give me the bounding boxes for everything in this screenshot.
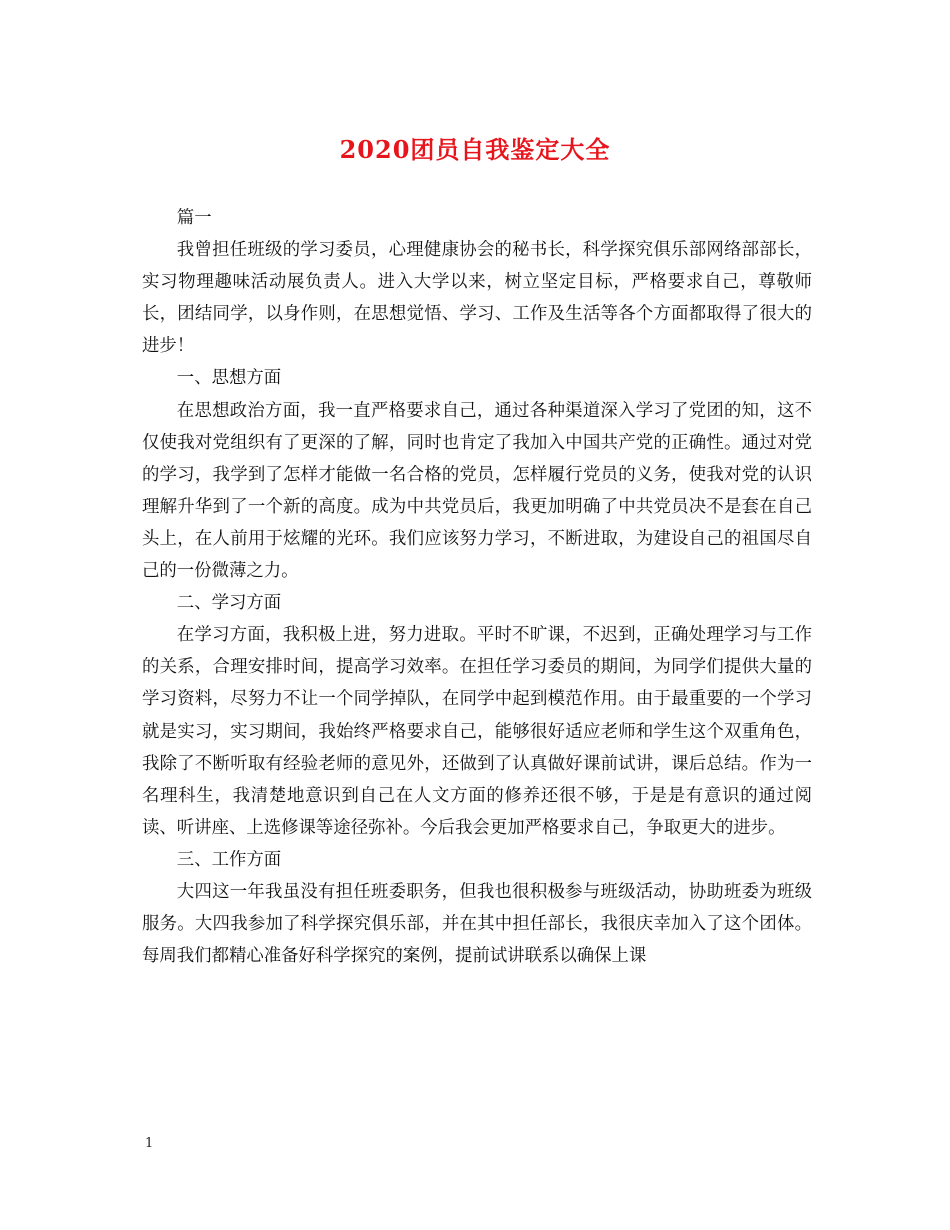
- section-heading-part-one: 篇一: [176, 208, 212, 228]
- section-heading-study: 二、学习方面: [176, 593, 282, 614]
- document-title: 2020团员自我鉴定大全: [339, 135, 611, 164]
- section-heading-work: 三、工作方面: [176, 849, 282, 870]
- section-heading-thought: 一、思想方面: [176, 368, 282, 389]
- paragraph-intro: 我曾担任班级的学习委员，心理健康协会的秘书长，科学探究俱乐部网络部部长，实习物理趣味活动展负责人。进入大学以来，树立坚定目标，严格要求自己，尊敬师长，团结同学，以身作则，在思想觉悟、学习、工作及生活等各个方面都取得了很大的进步！: [142, 240, 812, 357]
- document-body: [142, 202, 812, 972]
- paragraph-study: 在学习方面，我积极上进，努力进取。平时不旷课，不迟到，正确处理学习与工作的关系，合理安排时间，提高学习效率。在担任学习委员的期间，为同学们提供大量的学习资料，尽努力不让一个同学掉队，在同学中起到模范作用。由于最重要的一个学习就是实习，实习期间，我始终严格要求自己，能够很好适应老师和学生这个双重角色，我除了不断听取有经验老师的意见外，还做到了认真做好课前试讲，课后总结。作为一名理科生，我清楚地意识到自己在人文方面的修养还很不够，于是是有意识的通过阅读、听讲座、上选修课等途径弥补。今后我会更加严格要求自己，争取更大的进步。: [142, 625, 812, 838]
- paragraph-work: 大四这一年我虽没有担任班委职务，但我也很积极参与班级活动，协助班委为班级服务。大四我参加了科学探究俱乐部，并在其中担任部长，我很庆幸加入了这个团体。每周我们都精心准备好科学探究的案例，提前试讲联系以确保上课: [142, 881, 812, 967]
- paragraph-thought: 在思想政治方面，我一直严格要求自己，通过各种渠道深入学习了党团的知，这不仅使我对党组织有了更深的了解，同时也肯定了我加入中国共产党的正确性。通过对党的学习，我学到了怎样才能做一名合格的党员，怎样履行党员的义务，使我对党的认识理解升华到了一个新的高度。成为中共党员后，我更加明确了中共党员决不是套在自己头上，在人前用于炫耀的光环。我们应该努力学习，不断进取，为建设自己的祖国尽自己的一份微薄之力。: [142, 400, 812, 582]
- page-number: 1: [145, 1136, 154, 1151]
